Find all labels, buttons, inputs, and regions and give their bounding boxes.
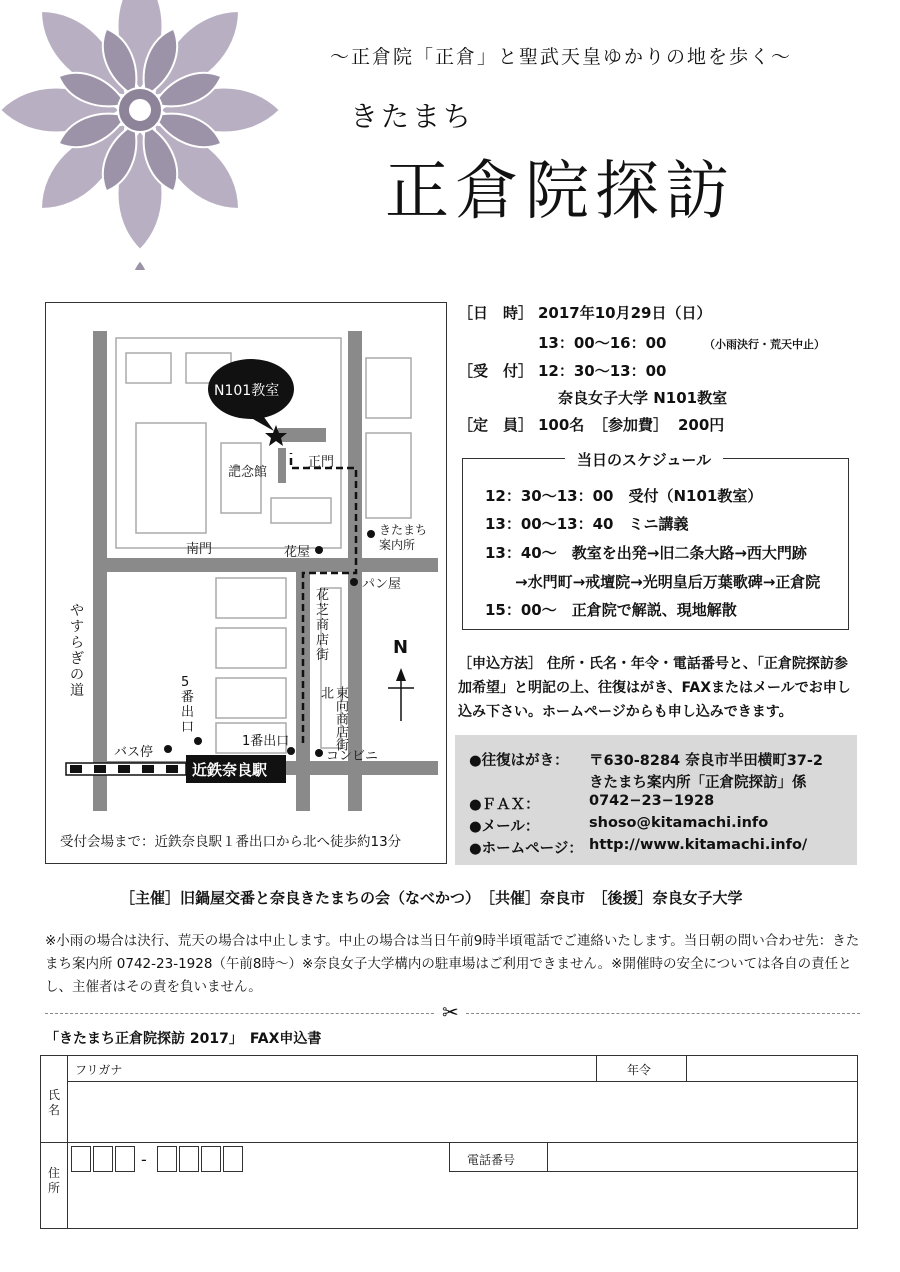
fax-form (40, 1055, 858, 1229)
zip-box[interactable] (93, 1146, 113, 1172)
zip-box[interactable] (179, 1146, 199, 1172)
schedule-line: 13：00〜13：40 ミニ講義 (485, 515, 689, 533)
reception-label: ［受 付］ (458, 362, 534, 380)
zip-box[interactable] (223, 1146, 243, 1172)
name-label: 氏名 (48, 1088, 61, 1117)
fee-value: 200円 (678, 416, 725, 434)
fax-label: ●ＦＡＸ： (469, 797, 540, 813)
map-label-nanmon: 南門 (186, 542, 213, 557)
title-prefix: きたまち (350, 100, 475, 133)
phone-field[interactable] (553, 1146, 851, 1168)
apply-label: ［申込方法］ (458, 656, 542, 672)
postcard-label: ●往復はがき： (469, 753, 569, 769)
event-date: 2017年10月29日（日） (538, 304, 712, 322)
zip-box[interactable] (71, 1146, 91, 1172)
reception-time: 12：30〜13：00 (538, 362, 667, 380)
capacity-label: ［定 員］ (458, 416, 534, 434)
schedule-line: 12：30〜13：00 受付（N101教室） (485, 487, 763, 505)
map-label-higashimuki: 東向商店街北 (318, 686, 348, 751)
notes-text: ※小雨の場合は決行、荒天の場合は中止します。中止の場合は当日午前9時半頃電話でご連絡いたします。当日朝の問い合わせ先：きたまち案内所 0742-23-1928（午前8時〜）※奈良女子大学構内の駐車場はご利用できません。※開催時の安全については各自の責任とし、主催者はその責を負いません。 (45, 933, 860, 995)
schedule-line: 13：40〜 教室を出発→旧二条大路→西大門跡 (485, 544, 807, 562)
weather-note: （小雨決行・荒天中止） (704, 338, 825, 351)
map-label-yasuragi: やすらぎの道 (70, 603, 84, 699)
web-link[interactable]: http://www.kitamachi.info/ (589, 837, 808, 853)
map-label-hanashiba: 花芝商店街 (316, 588, 330, 663)
map-label-exit1: 1番出口 (242, 734, 290, 749)
apply-text: 住所・氏名・年令・電話番号と、「正倉院探訪参加希望」と明記の上、往復はがき、FAXまたはメールでお申し込み下さい。ホームページからも申し込みできます。 (458, 656, 851, 720)
form-title: 「きたまち正倉院探訪 2017」 FAX申込書 (45, 1031, 322, 1047)
zip-separator: - (141, 1150, 147, 1169)
phone-label: 電話番号 (467, 1153, 516, 1167)
map-label-panya: パン屋 (362, 577, 402, 592)
age-label: 年令 (627, 1063, 652, 1077)
map-walk-note: 受付会場まで：近鉄奈良駅１番出口から北へ徒歩約13分 (60, 834, 402, 850)
event-subtitle: 〜正倉院「正倉」と聖武天皇ゆかりの地を歩く〜 (330, 46, 793, 68)
name-field[interactable] (71, 1084, 851, 1139)
capacity-value: 100名 (538, 416, 585, 434)
date-label: ［日 時］ (458, 304, 534, 322)
address-field[interactable] (71, 1176, 851, 1224)
map-label-annaijo: きたまち 案内所 (379, 523, 428, 552)
zip-box[interactable] (201, 1146, 221, 1172)
map-label-station: 近鉄奈良駅 (192, 761, 268, 779)
page-title: 正倉院探訪 (385, 155, 735, 229)
sponsor-line: ［主催］旧鍋屋交番と奈良きたまちの会（なべかつ） ［共催］奈良市 ［後援］奈良女子大学 (120, 889, 743, 907)
map-label-hanaya: 花屋 (284, 545, 311, 560)
map-label-kinenkan: 記念館 (228, 465, 268, 480)
access-map (45, 302, 447, 864)
schedule-box (462, 458, 849, 630)
furigana-label: フリガナ (75, 1063, 123, 1077)
map-label-exit5: 5番出口 (181, 675, 195, 735)
flower-ornament-icon (0, 0, 330, 270)
apply-method (458, 652, 858, 724)
postcard-dept: きたまち案内所「正倉院探訪」係 (589, 775, 807, 791)
address-label: 住所 (48, 1166, 61, 1195)
mail-label: ●メール： (469, 819, 540, 835)
schedule-title: 当日のスケジュール (565, 449, 723, 470)
zip-box[interactable] (157, 1146, 177, 1172)
map-label-seimon: 正門 (308, 455, 335, 470)
schedule-line: 15：00〜 正倉院で解説、現地解散 (485, 601, 737, 619)
fee-label: ［参加費］ (593, 416, 669, 434)
contact-box (455, 735, 857, 865)
map-label-room: N101教室 (214, 383, 280, 399)
reception-place: 奈良女子大学 N101教室 (558, 389, 728, 407)
north-label: N (393, 637, 409, 658)
web-label: ●ホームページ： (469, 841, 583, 857)
zip-box[interactable] (115, 1146, 135, 1172)
age-field[interactable] (691, 1058, 851, 1078)
mail-address[interactable]: shoso@kitamachi.info (589, 815, 769, 831)
postcard-address: 〒630-8284 奈良市半田横町37-2 (589, 753, 823, 769)
map-label-conbini: コンビニ (326, 749, 379, 764)
schedule-line: →水門町→戒壇院→光明皇后万葉歌碑→正倉院 (515, 573, 821, 591)
map-label-busstop: バス停 (114, 745, 154, 760)
scissors-icon: ✂ (436, 1000, 465, 1024)
fax-number: 0742−23−1928 (589, 793, 715, 809)
event-time: 13：00〜16：00 (538, 334, 667, 352)
